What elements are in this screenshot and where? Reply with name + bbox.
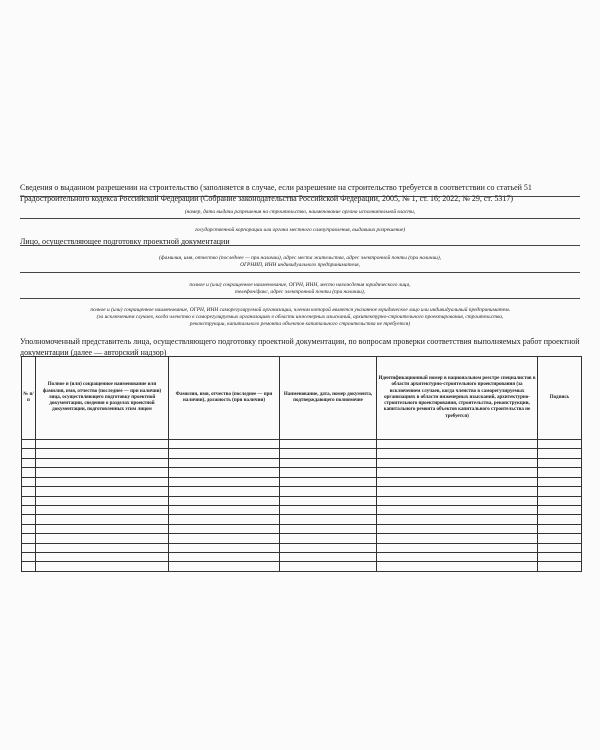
table-cell[interactable]	[377, 487, 538, 496]
table-cell[interactable]	[169, 543, 280, 552]
table-cell[interactable]	[22, 458, 36, 467]
table-cell[interactable]	[538, 505, 582, 514]
table-row	[22, 496, 582, 505]
table-row	[22, 562, 582, 572]
designer-caption-4: телефон/факс, адрес электронной почты (при наличии),	[234, 289, 366, 295]
table-cell[interactable]	[169, 477, 280, 486]
table-row	[22, 468, 582, 477]
table-row	[22, 543, 582, 552]
table-cell[interactable]	[538, 449, 582, 458]
table-cell[interactable]	[22, 553, 36, 562]
table-row	[22, 553, 582, 562]
table-cell[interactable]	[36, 562, 169, 572]
table-cell[interactable]	[377, 449, 538, 458]
table-cell[interactable]	[538, 440, 582, 449]
permit-caption-1: (номер, дата выдачи разрешения на строительство, наименование органа исполнительной власти,	[184, 209, 416, 215]
table-row	[22, 487, 582, 496]
designer-caption-3: полное и (или) сокращенное наименование, ОГРН, ИНН, место нахождения юридического лица,	[189, 282, 411, 288]
table-cell[interactable]	[22, 477, 36, 486]
designer-heading: Лицо, осуществляющее подготовку проектной документации	[20, 237, 230, 246]
author-supervision-heading: Уполномоченный представитель лица, осуществляющего подготовку проектной документации, по вопросам проверки соответствия выполняемых работ проектной документации (далее — авторский надзор)	[20, 337, 580, 357]
table-cell[interactable]	[22, 496, 36, 505]
header-signature: Подпись	[538, 357, 582, 440]
designer-line-3	[20, 298, 580, 299]
table-cell[interactable]	[280, 458, 377, 467]
table-cell[interactable]	[538, 477, 582, 486]
table-cell[interactable]	[36, 487, 169, 496]
table-cell[interactable]	[22, 440, 36, 449]
table-cell[interactable]	[377, 553, 538, 562]
table-cell[interactable]	[538, 553, 582, 562]
table-cell[interactable]	[169, 505, 280, 514]
table-cell[interactable]	[22, 487, 36, 496]
designer-caption-6: (за исключением случаев, когда членство в саморегулируемых организациях в области инженерных изысканий, архитектурно-строительного проектирования, строительства,	[96, 314, 504, 320]
table-cell[interactable]	[538, 458, 582, 467]
table-cell[interactable]	[538, 487, 582, 496]
table-cell[interactable]	[22, 449, 36, 458]
table-cell[interactable]	[280, 543, 377, 552]
table-cell[interactable]	[377, 468, 538, 477]
table-cell[interactable]	[22, 524, 36, 533]
table-row	[22, 458, 582, 467]
table-cell[interactable]	[169, 562, 280, 572]
table-cell[interactable]	[169, 458, 280, 467]
table-cell[interactable]	[36, 496, 169, 505]
designer-line-2	[20, 272, 580, 273]
table-cell[interactable]	[280, 468, 377, 477]
table-cell[interactable]	[280, 534, 377, 543]
table-cell[interactable]	[377, 477, 538, 486]
table-cell[interactable]	[36, 468, 169, 477]
table-cell[interactable]	[169, 487, 280, 496]
designer-caption-7: реконструкции, капитального ремонта объектов капитального строительства не требуется)	[189, 321, 411, 327]
permit-line-1	[20, 196, 580, 197]
table-cell[interactable]	[377, 515, 538, 524]
permit-info-paragraph: Сведения о выданном разрешении на строительство (заполняется в случае, если разрешение на строительство требуется в соответствии со статьей 51 Градостроительного кодекса Российской Федерации (Собрание законодательства Российской Федерации, 2005, № 1, ст. 16; 2022, № 29, ст. 5317)	[20, 183, 532, 203]
table-cell[interactable]	[280, 477, 377, 486]
permit-line-2	[20, 218, 580, 219]
author-supervision-table	[21, 356, 582, 572]
table-cell[interactable]	[280, 515, 377, 524]
table-header-row	[22, 357, 582, 440]
table-cell[interactable]	[280, 487, 377, 496]
table-cell[interactable]	[377, 458, 538, 467]
table-cell[interactable]	[169, 524, 280, 533]
header-number: № п/п	[22, 357, 36, 440]
header-representative-name: Фамилия, имя, отчество (последнее — при наличии), должность (при наличии)	[169, 357, 280, 440]
table-cell[interactable]	[169, 468, 280, 477]
table-cell[interactable]	[36, 524, 169, 533]
table-cell[interactable]	[36, 543, 169, 552]
table-cell[interactable]	[36, 505, 169, 514]
header-designer-name: Полное и (или) сокращенное наименование или фамилия, имя, отчество (последнее — при наличии) лица, осуществляющего подготовку проектной документации, сведения о разделах проектной документации, подготовленных этим лицом	[36, 357, 169, 440]
table-cell[interactable]	[36, 553, 169, 562]
designer-caption-1: (фамилия, имя, отчество (последнее — при наличии), адрес места жительства, адрес электронной почты (при наличии),	[159, 255, 441, 261]
table-cell[interactable]	[36, 534, 169, 543]
table-cell[interactable]	[377, 543, 538, 552]
table-cell[interactable]	[377, 524, 538, 533]
table-row	[22, 449, 582, 458]
table-cell[interactable]	[22, 543, 36, 552]
permit-caption-2: государственной корпорации или органа местного самоуправления, выдавших разрешение)	[194, 227, 406, 233]
table-cell[interactable]	[280, 449, 377, 458]
table-cell[interactable]	[22, 515, 36, 524]
table-cell[interactable]	[36, 477, 169, 486]
designer-line-1	[20, 245, 580, 246]
table-row	[22, 477, 582, 486]
table-cell[interactable]	[169, 440, 280, 449]
table-cell[interactable]	[280, 505, 377, 514]
table-cell[interactable]	[377, 534, 538, 543]
designer-caption-2: ОГРНИП, ИНН индивидуального предпринимателя,	[240, 262, 360, 268]
table-cell[interactable]	[169, 449, 280, 458]
table-cell[interactable]	[280, 496, 377, 505]
header-authority-document: Наименование, дата, номер документа, подтверждающего полномочие	[280, 357, 377, 440]
table-cell[interactable]	[538, 515, 582, 524]
table-row	[22, 515, 582, 524]
table-row	[22, 534, 582, 543]
table-cell[interactable]	[169, 534, 280, 543]
table-cell[interactable]	[280, 553, 377, 562]
table-cell[interactable]	[280, 440, 377, 449]
table-cell[interactable]	[377, 496, 538, 505]
table-cell[interactable]	[538, 468, 582, 477]
table-cell[interactable]	[36, 458, 169, 467]
table-cell[interactable]	[22, 562, 36, 572]
table-cell[interactable]	[538, 543, 582, 552]
table-cell[interactable]	[36, 440, 169, 449]
designer-caption-5: полное и (или) сокращенное наименование, ОГРН, ИНН саморегулируемой организации, членом которой является указанное юридическое лицо или индивидуальный предприниматель	[90, 307, 510, 313]
table-cell[interactable]	[538, 562, 582, 572]
table-cell[interactable]	[22, 468, 36, 477]
table-row	[22, 440, 582, 449]
table-row	[22, 524, 582, 533]
table-cell[interactable]	[36, 449, 169, 458]
table-cell[interactable]	[22, 534, 36, 543]
table-cell[interactable]	[280, 562, 377, 572]
table-cell[interactable]	[538, 534, 582, 543]
table-cell[interactable]	[538, 524, 582, 533]
table-cell[interactable]	[377, 505, 538, 514]
table-cell[interactable]	[169, 515, 280, 524]
table-cell[interactable]	[377, 562, 538, 572]
table-cell[interactable]	[36, 515, 169, 524]
table-cell[interactable]	[280, 524, 377, 533]
table-cell[interactable]	[169, 496, 280, 505]
table-cell[interactable]	[22, 505, 36, 514]
table-cell[interactable]	[538, 496, 582, 505]
table-cell[interactable]	[377, 440, 538, 449]
table-cell[interactable]	[169, 553, 280, 562]
table-row	[22, 505, 582, 514]
header-registry-id: Идентификационный номер в национальном реестре специалистов в области архитектурно-строительного проектирования (за исключением случаев, когда членство в саморегулируемых организациях в области инженерных изысканий, архитектурно-строительного проектирования, строительства, реконструкции, капитального ремонта объектов капитального строительства не требуется)	[377, 357, 538, 440]
